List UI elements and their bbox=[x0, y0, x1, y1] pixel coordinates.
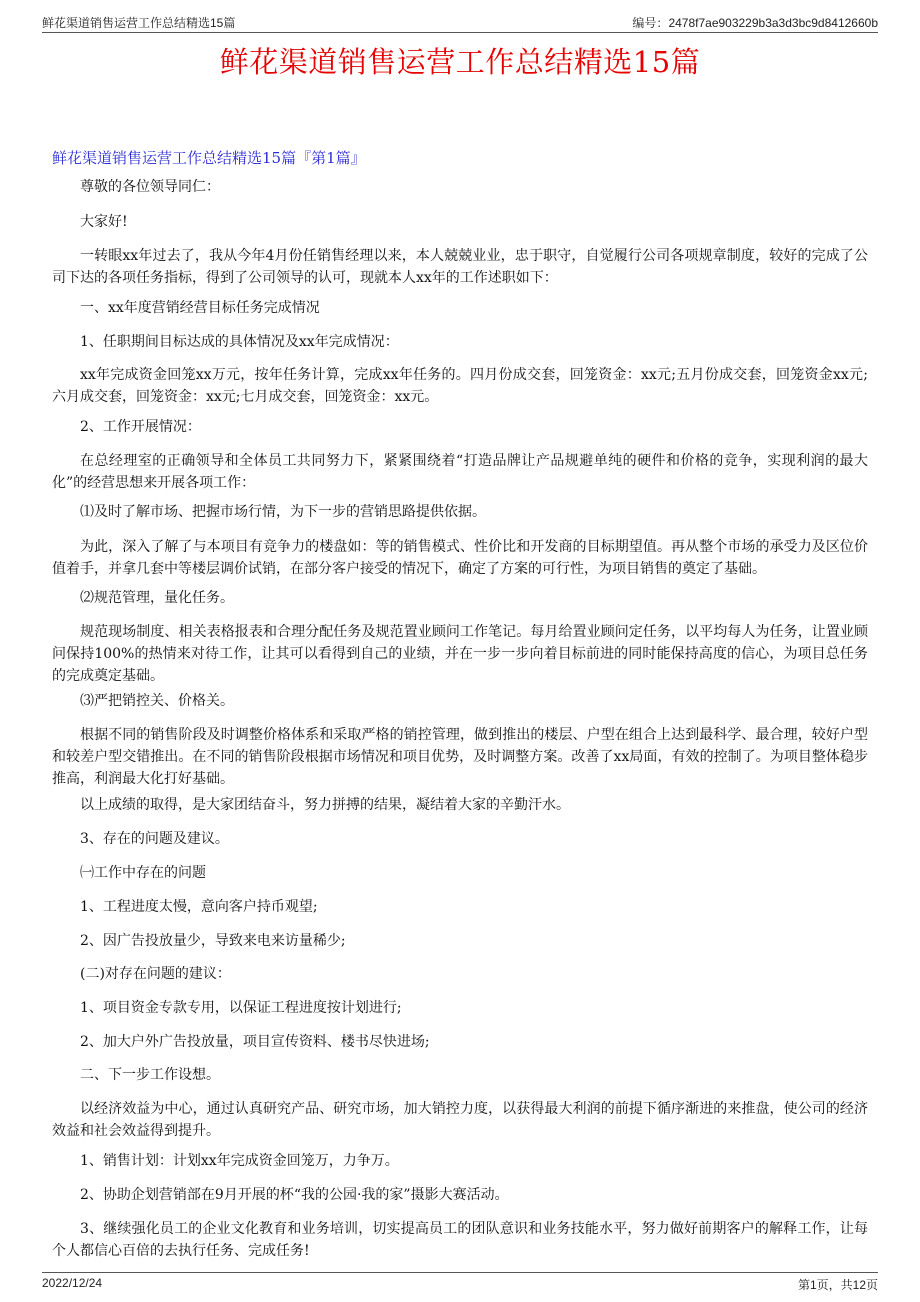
header-doc-title: 鲜花渠道销售运营工作总结精选15篇 bbox=[42, 16, 236, 30]
paragraph-funds: xx年完成资金回笼xx万元，按年任务计算，完成xx年任务的。四月份成交套，回笼资金：xx元;五月份成交套，回笼资金xx元;六月成交套，回笼资金：xx元;七月成交套，回笼资金：xx元。 bbox=[52, 367, 868, 405]
paragraph-market-analysis: 为此，深入了解了与本项目有竞争力的楼盘如：等的销售模式、性价比和开发商的目标期望值。再从整个市场的承受力及区位价值着手，并拿几套中等楼层调价试销，在部分客户接受的情况下，确定了方案的可行性，为项目销售的奠定了基础。 bbox=[52, 539, 868, 577]
document-title: 鲜花渠道销售运营工作总结精选15篇 bbox=[219, 45, 701, 79]
paragraph-leadership: 在总经理室的正确领导和全体员工共同努力下，紧紧围绕着“打造品牌让产品规避单纯的硬件和价格的竞争，实现利润的最大化”的经营思想来开展各项工作： bbox=[52, 453, 868, 491]
list-item-market: ⑴及时了解市场、把握市场行情，为下一步的营销思路提供依据。 bbox=[80, 504, 486, 520]
paragraph-economic-focus: 以经济效益为中心，通过认真研究产品、研究市场，加大销控力度，以获得最大利润的前提下循序渐进的来推盘，使公司的经济效益和社会效益得到提升。 bbox=[52, 1101, 868, 1139]
section-title: 鲜花渠道销售运营工作总结精选15篇『第1篇』 bbox=[52, 149, 366, 167]
heading-achievement: 1、任职期间目标达成的具体情况及xx年完成情况： bbox=[80, 334, 399, 350]
footer-divider bbox=[42, 1272, 878, 1273]
heading-suggestions: (二)对存在问题的建议： bbox=[80, 966, 231, 982]
paragraph-achievements: 以上成绩的取得，是大家团结奋斗，努力拼搏的结果，凝结着大家的辛勤汗水。 bbox=[80, 797, 570, 813]
list-item-management: ⑵规范管理，量化任务。 bbox=[80, 590, 234, 606]
page-header bbox=[42, 10, 878, 32]
paragraph-sales-control: 根据不同的销售阶段及时调整价格体系和采取严格的销控管理，做到推出的楼层、户型在组合上达到最科学、最合理，较好户型和较差户型交错推出。在不同的销售阶段根据市场情况和项目优势，及时调整方案。改善了xx局面，有效的控制了。为项目整体稳步推高，利润最大化打好基础。 bbox=[52, 727, 868, 787]
header-divider bbox=[42, 32, 878, 33]
heading-target-completion: 一、xx年度营销经营目标任务完成情况 bbox=[80, 300, 320, 316]
paragraph-greeting: 大家好! bbox=[80, 214, 128, 230]
list-item-plan-3: 3、继续强化员工的企业文化教育和业务培训，切实提高员工的团队意识和业务技能水平，努力做好前期客户的解释工作，让每个人都信心百倍的去执行任务、完成任务! bbox=[52, 1221, 868, 1259]
footer-date: 2022/12/24 bbox=[42, 1276, 103, 1290]
list-item-problem-2: 2、因广告投放量少，导致来电来访量稀少; bbox=[80, 933, 346, 949]
paragraph-salutation: 尊敬的各位领导同仁： bbox=[80, 179, 220, 195]
list-item-suggestion-2: 2、加大户外广告投放量，项目宣传资料、楼书尽快进场; bbox=[80, 1034, 430, 1050]
heading-next-steps: 二、下一步工作设想。 bbox=[80, 1067, 220, 1083]
page-number: 第1页，共12页 bbox=[797, 1278, 878, 1292]
paragraph-management: 规范现场制度、相关表格报表和合理分配任务及规范置业顾问工作笔记。每月给置业顾问定任务，以平均每人为任务，让置业顾问保持100%的热情来对待工作，让其可以看得到自己的业绩，并在一步一步向着目标前进的同时能保持高度的信心，为项目总任务的完成奠定基础。 bbox=[52, 624, 868, 684]
list-item-problem-1: 1、工程进度太慢，意向客户持币观望; bbox=[80, 899, 318, 915]
heading-existing-problems: ㈠工作中存在的问题 bbox=[80, 865, 206, 881]
list-item-plan-1: 1、销售计划：计划xx年完成资金回笼万，力争万。 bbox=[80, 1153, 399, 1169]
paragraph-intro: 一转眼xx年过去了，我从今年4月份任销售经理以来，本人兢兢业业，忠于职守，自觉履行公司各项规章制度，较好的完成了公司下达的各项任务指标，得到了公司领导的认可，现就本人xx年的工作述职如下： bbox=[52, 248, 868, 286]
header-doc-id bbox=[632, 14, 878, 31]
page-footer bbox=[42, 1272, 878, 1292]
header-id-code: 2478f7ae903229b3a3d3bc9d8412660b bbox=[668, 16, 878, 30]
list-item-plan-2: 2、协助企划营销部在9月开展的杯“我的公园·我的家”摄影大赛活动。 bbox=[80, 1187, 509, 1203]
list-item-suggestion-1: 1、项目资金专款专用，以保证工程进度按计划进行; bbox=[80, 1000, 402, 1016]
header-id-label: 编号： bbox=[632, 16, 669, 30]
heading-problems: 3、存在的问题及建议。 bbox=[80, 831, 229, 847]
list-item-sales-control: ⑶严把销控关、价格关。 bbox=[80, 693, 234, 709]
heading-work-progress: 2、工作开展情况： bbox=[80, 419, 201, 435]
